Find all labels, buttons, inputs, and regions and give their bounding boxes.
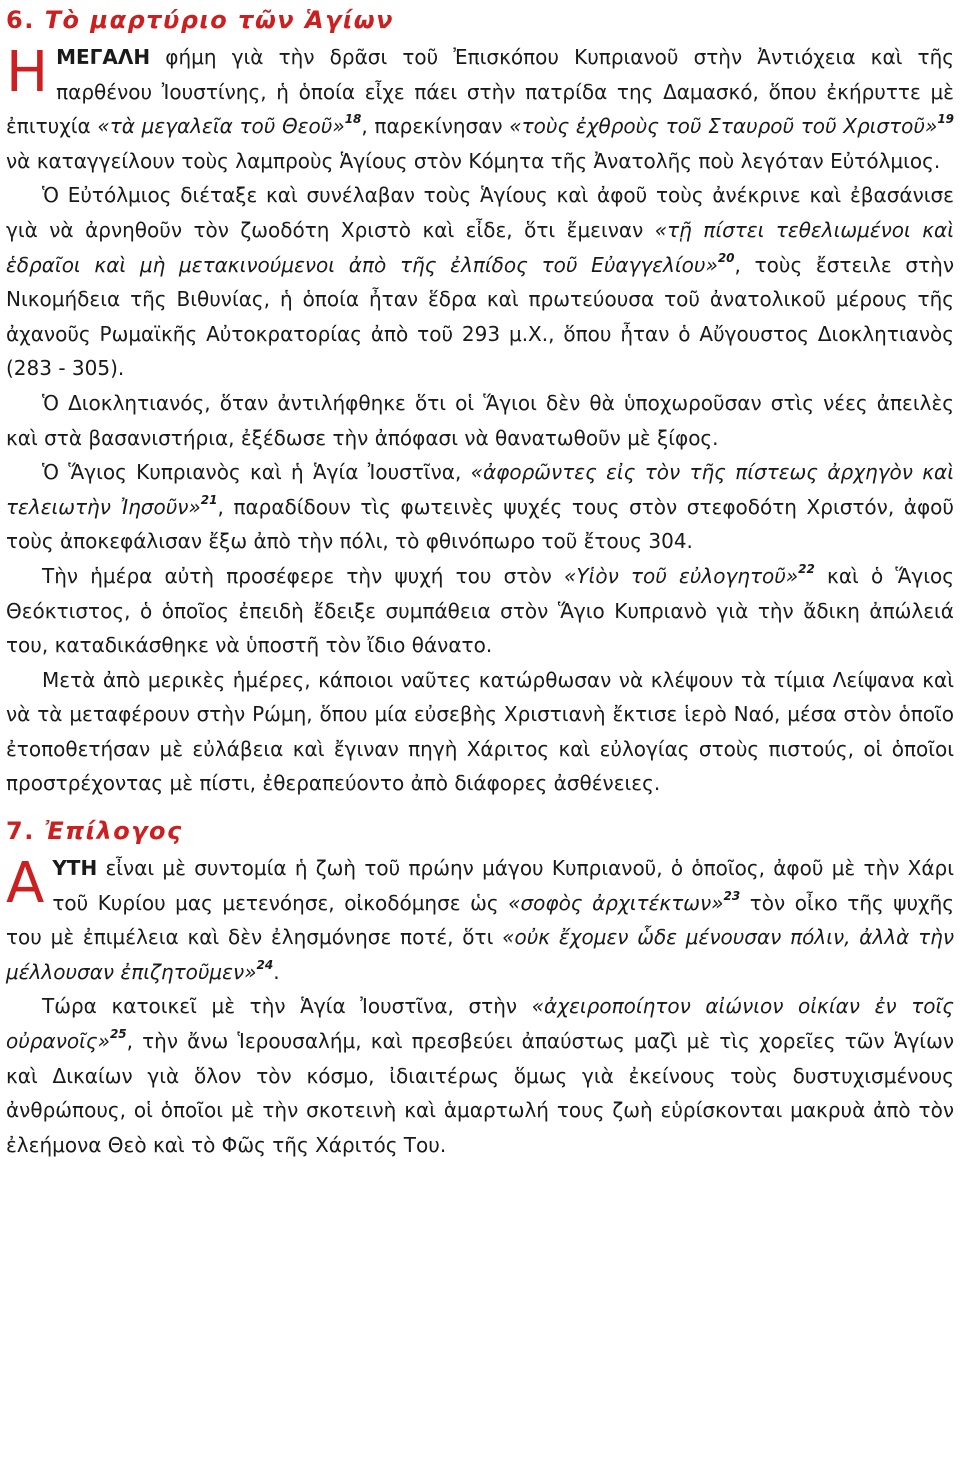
drop-cap: Α [6,851,45,917]
quotation: «Υἱὸν τοῦ εὐλογητοῦ» [564,563,799,588]
footnote-ref: 20 [717,250,735,265]
paragraph-3 [6,386,954,455]
footnote-ref: 18 [344,112,362,127]
section-heading-epilogue [6,811,954,851]
paragraph-2 [6,178,954,386]
section-heading-martyrdom [6,0,954,40]
paragraph-text: Τώρα κατοικεῖ μὲ τὴν Ἁγία Ἰουστῖνα, στὴν [42,994,532,1019]
paragraph-text: , παραδίδουν τὶς φωτεινὲς ψυχές τους στὸν στεφοδότη Χριστόν, ἀφοῦ τοὺς ἀποκεφάλισαν ἔξω ἀπὸ τὴν πόλι, τὸ φθινόπωρο τοῦ ἔτους 304. [6,494,954,554]
quotation: «τὰ μεγαλεῖα τοῦ Θεοῦ» [97,114,345,139]
paragraph-text: καὶ ὁ Ἅγιος Θεόκτιστος, ὁ ὁποῖος ἐπειδὴ ἔδειξε συμπάθεια στὸν Ἅγιο Κυπριανὸ γιὰ τὴν ἄδικη ἀπώλειά του, καταδικάσθηκε νὰ ὑποστῆ τὸν ἴδιο θάνατο. [6,563,955,658]
paragraph-5 [6,559,954,663]
paragraph-text: Ὁ Εὐτόλμιος διέταξε καὶ συνέλαβαν τοὺς Ἁγίους καὶ ἀφοῦ τοὺς ἀνέκρινε καὶ ἐβασάνισε γιὰ νὰ ἀρνηθοῦν τὸν ζωοδότη Χριστὸ καὶ εἶδε, ὅτι ἔμειναν [6,183,954,242]
quotation: «τῇ πίστει τεθελιωμένοι καὶ ἑδραῖοι καὶ μὴ μετακινούμενοι ἀπὸ τῆς ἐλπίδος τοῦ Εὐαγγελίου» [6,217,955,277]
quotation: «ἀχειροποίητον αἰώνιον οἰκίαν ἐν τοῖς οὐρανοῖς» [6,994,954,1054]
paragraph-1 [6,40,954,178]
section-number: 7. [6,817,35,846]
paragraph-text: φήμη γιὰ τὴν δρᾶσι τοῦ Ἐπισκόπου Κυπριανοῦ στὴν Ἀντιόχεια καὶ τῆς παρθένου Ἰουστίνης, ἡ ὁποία εἶχε πάει στὴν πατρίδα της Δαμασκό, ὅπου ἐκήρυττε μὲ ἐπιτυχία [6,45,954,139]
paragraph-text: Τὴν ἡμέρα αὐτὴ προσέφερε τὴν ψυχή του στὸν [42,563,564,588]
paragraph-text: εἶναι μὲ συντομία ἡ ζωὴ τοῦ πρώην μάγου Κυπριανοῦ, ὁ ὁποῖος, ἀφοῦ μὲ τὴν Χάρι τοῦ Κυρίου μας μετενόησε, οἰκοδόμησε ὡς [52,856,954,915]
paragraph-text: νὰ καταγγείλουν τοὺς λαμπροὺς Ἁγίους στὸν Κόμητα τῆς Ἀνατολῆς ποὺ λεγόταν Εὐτόλμιος. [6,148,941,173]
quotation: «τοὺς ἐχθροὺς τοῦ Σταυροῦ τοῦ Χριστοῦ» [509,114,938,139]
footnote-ref: 25 [109,1027,127,1042]
section-title: Τὸ μαρτύριο τῶν Ἁγίων [44,6,394,34]
footnote-ref: 23 [723,888,741,903]
paragraph-8 [6,989,954,1162]
section-number: 6. [6,6,35,34]
paragraph-4 [6,455,954,559]
drop-cap: Η [6,40,49,105]
quotation: «ἀφορῶντες εἰς τὸν τῆς πίστεως ἀρχηγὸν καὶ τελειωτὴν Ἰησοῦν» [6,460,954,519]
paragraph-text: . [273,959,280,984]
paragraph-text: , τὴν ἄνω Ἱερουσαλήμ, καὶ πρεσβεύει ἀπαύστως μαζὶ μὲ τὶς χορεῖες τῶν Ἁγίων καὶ Δικαίων γιὰ ὅλον τὸν κόσμο, ἰδιαιτέρως ὅμως γιὰ ἐκείνους τοὺς δυστυχισμένους ἀνθρώπους, οἱ ὁποῖοι μὲ τὴν σκοτεινὴ καὶ ἁμαρτωλή τους ζωὴ εὑρίσκονται μακρυὰ ἀπὸ τὸν ἐλεήμονα Θεὸ καὶ τὸ Φῶς τῆς Χάριτός Του. [6,1029,954,1157]
paragraph-text: Μετὰ ἀπὸ μερικὲς ἡμέρες, κάποιοι ναῦτες κατώρθωσαν νὰ κλέψουν τὰ τίμια Λείψανα καὶ νὰ τὰ μεταφέρουν στὴν Ρώμη, ὅπου μία εὐσεβὴς Χριστιανὴ ἔκτισε ἱερὸ Ναό, μέσα στὸν ὁποῖο ἐτοποθετήσαν μὲ εὐλάβεια καὶ ἔγιναν πηγὴ Χάριτος καὶ εὐλογίας στοὺς πιστούς, οἱ ὁποῖοι προστρέχοντας μὲ πίστι, ἐθεραπεύοντο ἀπὸ διάφορες ἀσθένειες. [6,667,954,796]
quotation: «σοφὸς ἀρχιτέκτων» [508,890,724,915]
paragraph-6 [6,663,954,801]
paragraph-text: , τοὺς ἔστειλε στὴν Νικομήδεια τῆς Βιθυνίας, ἡ ὁποία ἦταν ἕδρα καὶ πρωτεύουσα τοῦ ἀνατολικοῦ μέρους τῆς ἀχανοῦς Ρωμαϊκῆς Αὐτοκρατορίας ἀπὸ τοῦ 293 μ.Χ., ὅπου ἦταν ὁ Αὔγουστος Διοκλητιανὸς (283 - 305). [6,252,954,381]
paragraph-text: Ὁ Διοκλητιανός, ὅταν ἀντιλήφθηκε ὅτι οἱ Ἅγιοι δὲν θὰ ὑποχωροῦσαν στὶς νέες ἀπειλὲς καὶ στὰ βασανιστήρια, ἐξέδωσε τὴν ἀπόφασι νὰ θανατωθοῦν μὲ ξίφος. [6,390,954,450]
quotation: «οὐκ ἔχομεν ὧδε μένουσαν πόλιν, ἀλλὰ τὴν μέλλουσαν ἐπιζητοῦμεν» [6,925,955,984]
lead-caps: ΥΤΗ [52,856,98,881]
section-title: Ἐπίλογος [44,817,183,846]
footnote-ref: 24 [256,957,274,972]
paragraph-7 [6,851,954,989]
paragraph-text: , παρεκίνησαν [361,114,510,139]
footnote-ref: 22 [798,561,815,576]
footnote-ref: 21 [200,492,218,507]
footnote-ref: 19 [937,112,955,127]
paragraph-text: τὸν οἶκο τῆς ψυχῆς του μὲ ἐπιμέλεια καὶ δὲν ἐλησμόνησε ποτέ, ὅτι [6,890,954,950]
paragraph-text: Ὁ Ἅγιος Κυπριανὸς καὶ ἡ Ἁγία Ἰουστῖνα, [42,460,471,485]
lead-caps: ΜΕΓΑΛΗ [56,45,151,69]
